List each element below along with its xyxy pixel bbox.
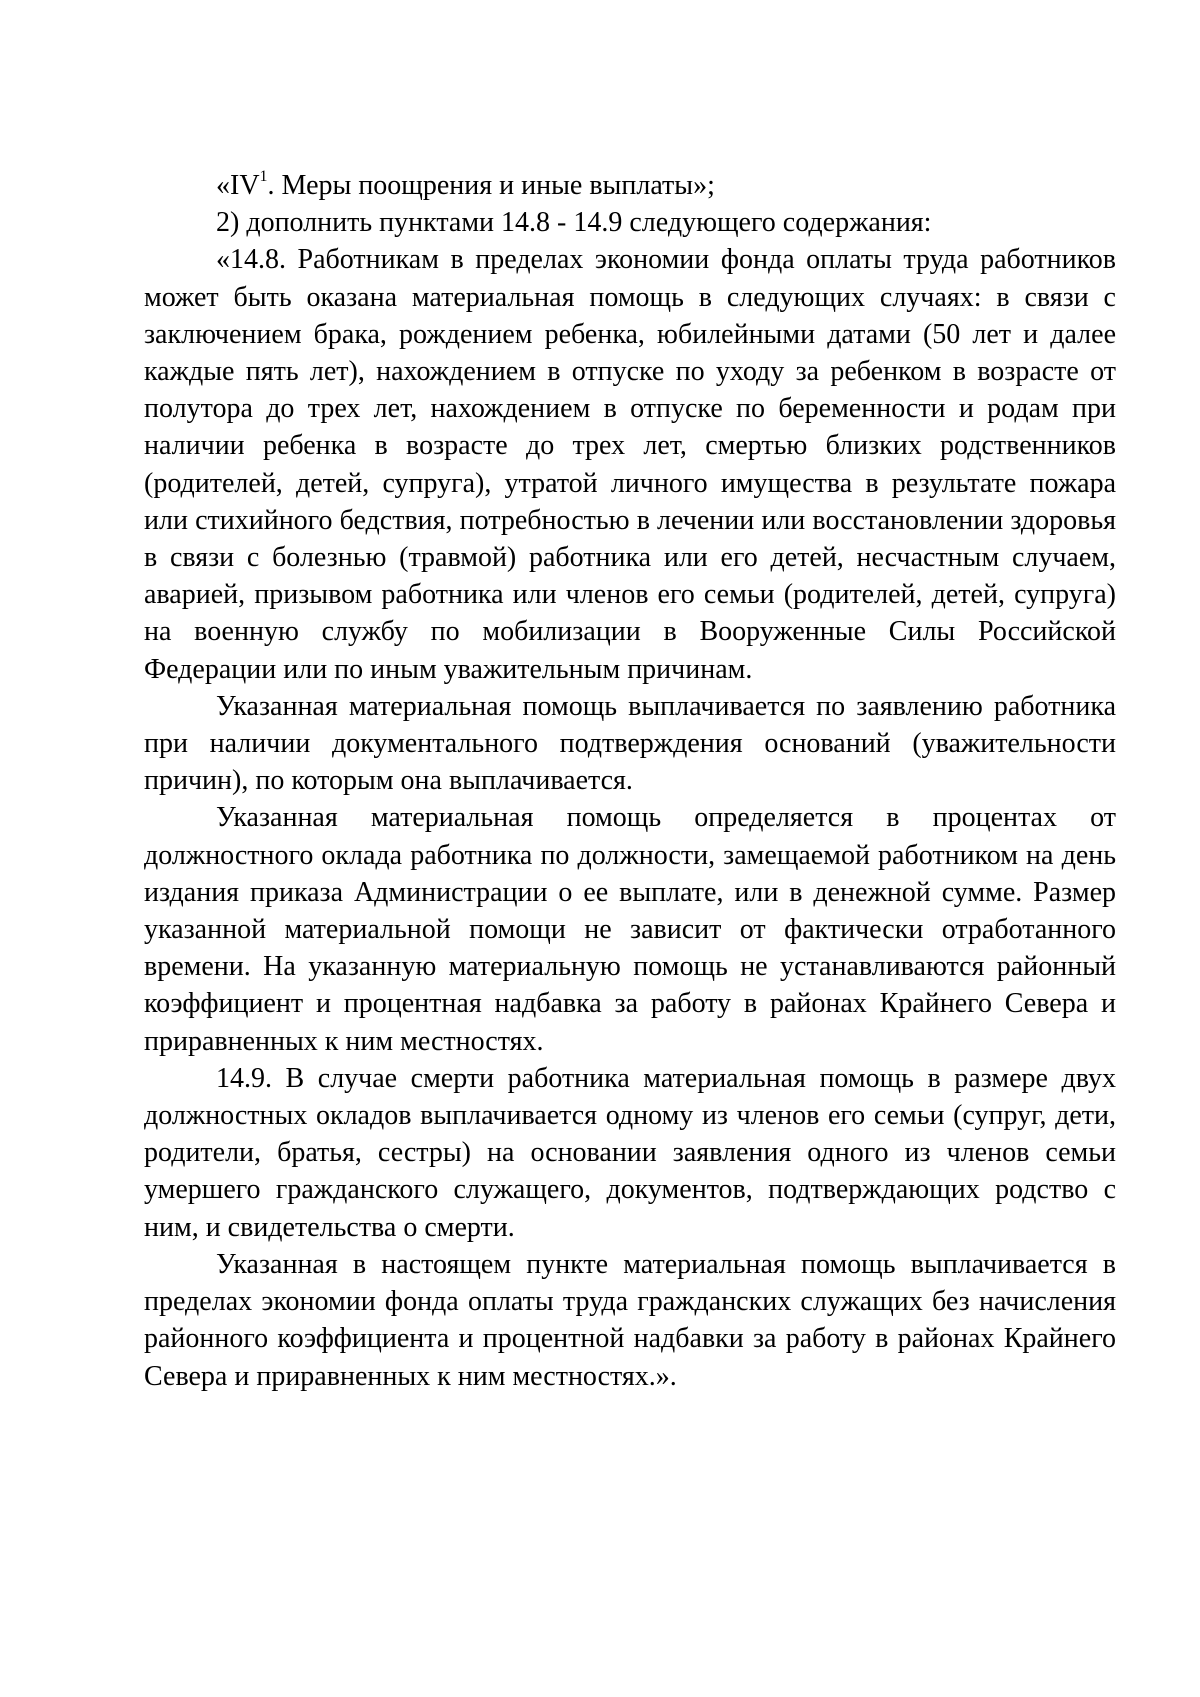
section-heading-prefix: «IV	[216, 170, 260, 201]
document-body	[144, 167, 1116, 1395]
section-heading	[144, 167, 1116, 204]
section-heading-superscript: 1	[259, 168, 268, 185]
section-heading-suffix: . Меры поощрения и иные выплаты»;	[267, 170, 715, 201]
amendment-intro: 2) дополнить пунктами 14.8 - 14.9 следующего содержания:	[216, 207, 932, 239]
clause-14-9: 14.9. В случае смерти работника материальная помощь в размере двух должностных окладов выплачивается одному из членов его семьи (супруг, дети, родители, братья, сестры) на основании заявления одного из членов семьи умершего гражданского служащего, документов, подтверждающих родство с ним, и свидетельства о смерти.	[144, 1062, 1116, 1243]
paragraph-final: Указанная в настоящем пункте материальная помощь выплачивается в пределах экономии фонда оплаты труда гражданских служащих без начисления районного коэффициента и процентной надбавки за работу в районах Крайнего Севера и приравненных к ним местностях.».	[144, 1248, 1116, 1392]
paragraph-amount-rules: Указанная материальная помощь определяется в процентах от должностного оклада работника по должности, замещаемой работником на день издания приказа Администрации о ее выплате, или в денежной сумме. Размер указанной материальной помощи не зависит от фактически отработанного времени. На указанную материальную помощь не устанавливаются районный коэффициент и процентная надбавка за работу в районах Крайнего Севера и приравненных к ним местностях.	[144, 802, 1116, 1057]
clause-14-8: «14.8. Работникам в пределах экономии фонда оплаты труда работников может быть оказана материальная помощь в следующих случаях: в связи с заключением брака, рождением ребенка, юбилейными датами (50 лет и далее каждые пять лет), нахождением в отпуске по уходу за ребенком в возрасте от полутора до трех лет, нахождением в отпуске по беременности и родам при наличии ребенка в возрасте до трех лет, смертью близких родственников (родителей, детей, супруга), утратой личного имущества в результате пожара или стихийного бедствия, потребностью в лечении или восстановлении здоровья в связи с болезнью (травмой) работника или его детей, несчастным случаем, аварией, призывом работника или членов его семьи (родителей, детей, супруга) на военную службу по мобилизации в Вооруженные Силы Российской Федерации или по иным уважительным причинам.	[144, 244, 1116, 685]
paragraph-payment-basis: Указанная материальная помощь выплачивается по заявлению работника при наличии документального подтверждения оснований (уважительности причин), по которым она выплачивается.	[144, 690, 1116, 797]
